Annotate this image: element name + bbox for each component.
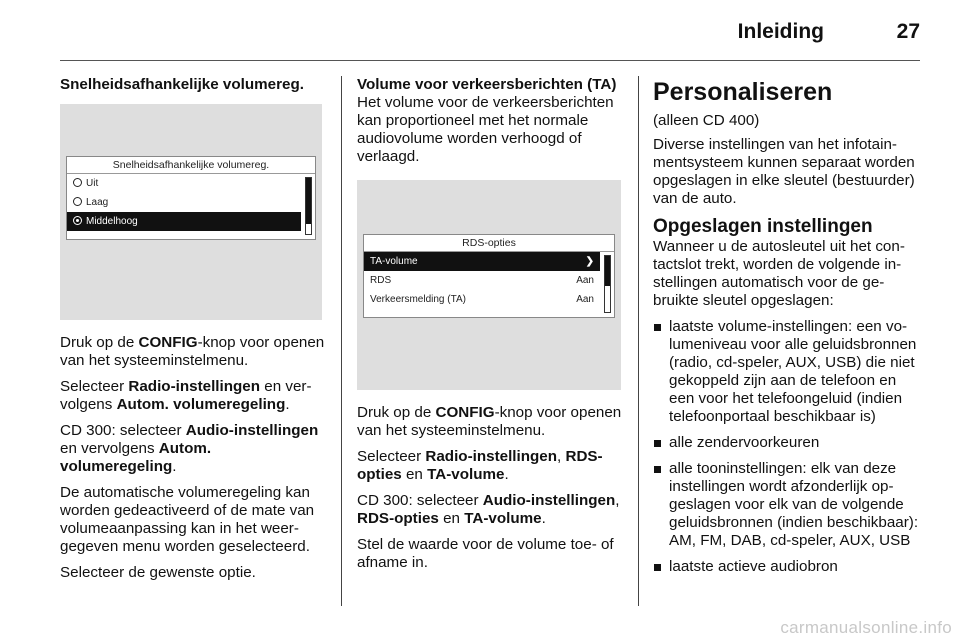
subsection-heading: Opgeslagen instellingen xyxy=(653,216,873,237)
list-item: laatste actieve audiobron xyxy=(653,558,923,576)
section-intro: Volume voor verkeersberichten (TA) Het volume voor de verkeersberichten kan proportioneel met het normale audiovolume worden verhoogd of verlaagd. xyxy=(357,76,617,165)
column-divider xyxy=(341,76,342,606)
screen-option xyxy=(67,174,301,193)
paragraph: Selecteer Radio-instellingen, RDS-opties en TA-volume. xyxy=(357,448,603,483)
screen-photo xyxy=(357,180,621,390)
list-item: alle zendervoorkeuren xyxy=(653,434,923,452)
column-divider xyxy=(638,76,639,606)
paragraph: Diverse instellingen van het infotainmentsysteem kunnen separaat worden opgeslagen in elke sleutel (bestuurder) van de auto. xyxy=(653,136,915,207)
paragraph: Stel de waarde voor de volume toe- of afname in. xyxy=(357,536,614,571)
option-label: Middelhoog xyxy=(86,216,138,227)
chevron-right-icon: ❯ xyxy=(585,256,594,267)
screen-row: RDS Aan xyxy=(370,275,594,286)
paragraph: Selecteer Radio-instellingen en vervolgens Autom. volumeregeling. xyxy=(60,378,312,413)
scrollbar-icon xyxy=(604,255,611,313)
display-screen xyxy=(66,156,316,240)
header-rule xyxy=(60,60,920,61)
column-left xyxy=(60,76,328,590)
paragraph: CD 300: selecteer Audio-instellingen en vervolgens Autom. volumeregeling. xyxy=(60,422,319,475)
radio-icon xyxy=(73,197,82,206)
paragraph: Druk op de CONFIG-knop voor openen van het systeeminstelmenu. xyxy=(60,334,325,369)
display-screen xyxy=(363,234,615,318)
subtitle: (alleen CD 400) xyxy=(653,112,760,129)
section-heading: Snelheidsafhankelijke volumereg. xyxy=(60,76,304,93)
screen-option xyxy=(67,193,301,212)
list-item: laatste volume-instellingen: een volumeniveau voor alle geluidsbronnen (radio, cd-speler, AUX, USB) die niet gekoppeld zijn aan de telefoon en een voor het telefoongeluid (indien telefoonportaal beschikbaar is) xyxy=(653,318,923,426)
screen-row: Verkeersmelding (TA) Aan xyxy=(370,294,594,305)
screen-photo xyxy=(60,104,322,320)
screen-row-selected: TA-volume ❯ xyxy=(364,252,600,271)
bullet-list xyxy=(653,318,923,576)
watermark: carmanualsonline.info xyxy=(780,618,952,637)
section-heading: Volume voor verkeersberichten (TA) xyxy=(357,76,617,93)
list-item: alle tooninstellingen: elk van deze instellingen wordt afzonderlijk opgeslagen voor elk van de volgende geluidsbronnen (indien beschikbaar): AM, FM, DAB, cd-speler, AUX, USB xyxy=(653,460,923,550)
paragraph: Druk op de CONFIG-knop voor openen van het systeeminstelmenu. xyxy=(357,404,622,439)
radio-icon xyxy=(73,178,82,187)
page-number: 27 xyxy=(896,20,920,43)
screen-option-selected xyxy=(67,212,301,231)
radio-selected-icon xyxy=(73,216,82,225)
option-label: Uit xyxy=(86,178,99,189)
screen-title: RDS-opties xyxy=(364,235,614,252)
paragraph: De automatische volumeregeling kan worden gedeactiveerd of de mate van volumeaanpassing kan in het weergegeven menu worden geselecteerd. xyxy=(60,484,315,555)
chapter-title: Personaliseren xyxy=(653,78,833,106)
paragraph: CD 300: selecteer Audio-instellingen, RDS-opties en TA-volume. xyxy=(357,492,620,527)
screen-title: Snelheidsafhankelijke volumereg. xyxy=(67,157,315,174)
paragraph: Wanneer u de autosleutel uit het contactslot trekt, worden de volgende instellingen automatisch voor de gebruikte sleutel opgeslagen: xyxy=(653,238,905,309)
scrollbar-icon xyxy=(305,177,312,235)
paragraph: Selecteer de gewenste optie. xyxy=(60,564,256,581)
column-right xyxy=(653,76,923,584)
option-label: Laag xyxy=(86,197,109,208)
page-header-title: Inleiding xyxy=(737,20,824,43)
column-middle xyxy=(357,76,625,580)
